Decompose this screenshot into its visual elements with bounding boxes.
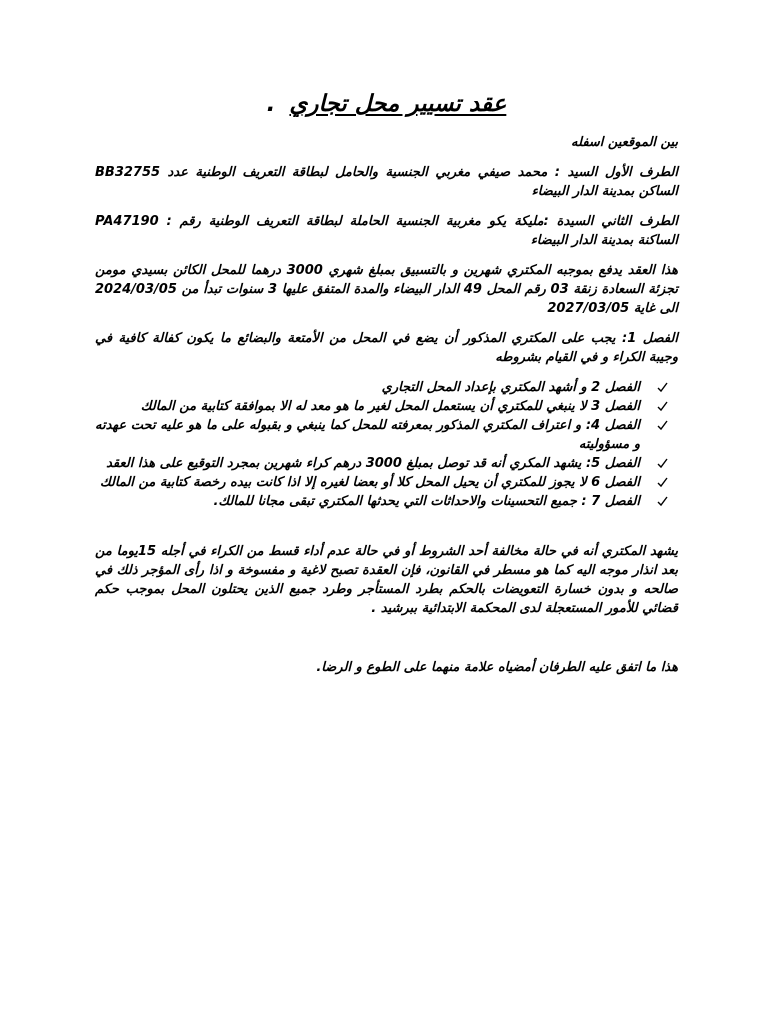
title-text: عقد تسيير محل تجاري (289, 91, 507, 117)
penalty-paragraph: يشهد المكتري أنه في حالة مخالفة أحد الشروط أو في حالة عدم أداء قسط من الكراء في أجله 15يوما من بعد انذار موجه اليه كما هو مسطر في القانون، فإن العقدة تصبح لاغية و مفسوخة و اذا رأى المؤجر ذلك في صالحه و بدون خسارة التعويضات بالحكم بطرد المستأجر وطرد جميع الذين يحتلون المحل بموجب حكم قضائي للأمور المستعجلة لدى المحكمة الابتدائية ببرشيد . (95, 544, 678, 616)
clause-text: الفصل 4: و اعتراف المكتري المذكور بمعرفته للمحل كما ينبغي و بقبوله على ما هو عليه تحت عهدته و مسؤوليته (95, 418, 640, 452)
list-item (95, 454, 678, 473)
clause-text: الفصل 7 : جميع التحسينات والاحداثات التي يحدثها المكتري تبقى مجانا للمالك. (213, 494, 640, 509)
check-icon (657, 382, 668, 393)
check-icon (657, 477, 668, 488)
title-period: . (266, 91, 276, 117)
clause-text: الفصل 2 و أشهد المكتري بإعداد المحل التجاري (381, 380, 640, 395)
contract-document (95, 88, 678, 688)
list-item (95, 397, 678, 416)
list-item (95, 492, 678, 511)
check-icon (657, 496, 668, 507)
terms-paragraph: هذا العقد يدفع بموجبه المكتري شهرين و بالتسبيق بمبلغ شهري 3000 درهما للمحل الكائن بسيدي مومن تجزئة السعادة زنقة 03 رقم المحل 49 الدار البيضاء والمدة المتفق عليها 3 سنوات تبدأ من 2024/03/05 الى غاية 2027/03/05 (95, 263, 679, 316)
list-item (95, 473, 678, 492)
check-icon (657, 420, 668, 431)
intro-line: بين الموقعين اسفله (571, 135, 678, 150)
party-two-paragraph: الطرف الثاني السيدة :مليكة يكو مغربية الجنسية الحاملة لبطاقة التعريف الوطنية رقم : PA47190 الساكنة بمدينة الدار البيضاء (95, 214, 678, 248)
clause-list (95, 378, 678, 511)
closing-paragraph: هذا ما اتفق عليه الطرفان أمضياه علامة منهما على الطوع و الرضا. (316, 660, 678, 675)
party-one-paragraph: الطرف الأول السيد : محمد صيفي مغربي الجنسية والحامل لبطاقة التعريف الوطنية عدد BB32755 الساكن بمدينة الدار البيضاء (95, 165, 678, 199)
list-item (95, 378, 678, 397)
clause-text: الفصل 3 لا ينبغي للمكتري أن يستعمل المحل لغير ما هو معد له الا بموافقة كتابية من المالك (140, 399, 640, 414)
clause-text: الفصل 5: يشهد المكري أنه قد توصل بمبلغ 3000 درهم كراء شهرين بمجرد التوقيع على هذا العقد (106, 456, 640, 471)
clause-text: الفصل 6 لا يجوز للمكتري أن يحيل المحل كلا أو بعضا لغيره إلا اذا كانت بيده رخصة كتابية من المالك (99, 475, 640, 490)
document-title (95, 88, 678, 120)
check-icon (657, 401, 668, 412)
clause-1-paragraph: الفصل 1: يجب على المكتري المذكور أن يضع في المحل من الأمتعة والبضائع ما يكون كفالة كافية في وجيبة الكراء و في القيام بشروطه (95, 331, 678, 365)
list-item (95, 416, 678, 454)
check-icon (657, 458, 668, 469)
